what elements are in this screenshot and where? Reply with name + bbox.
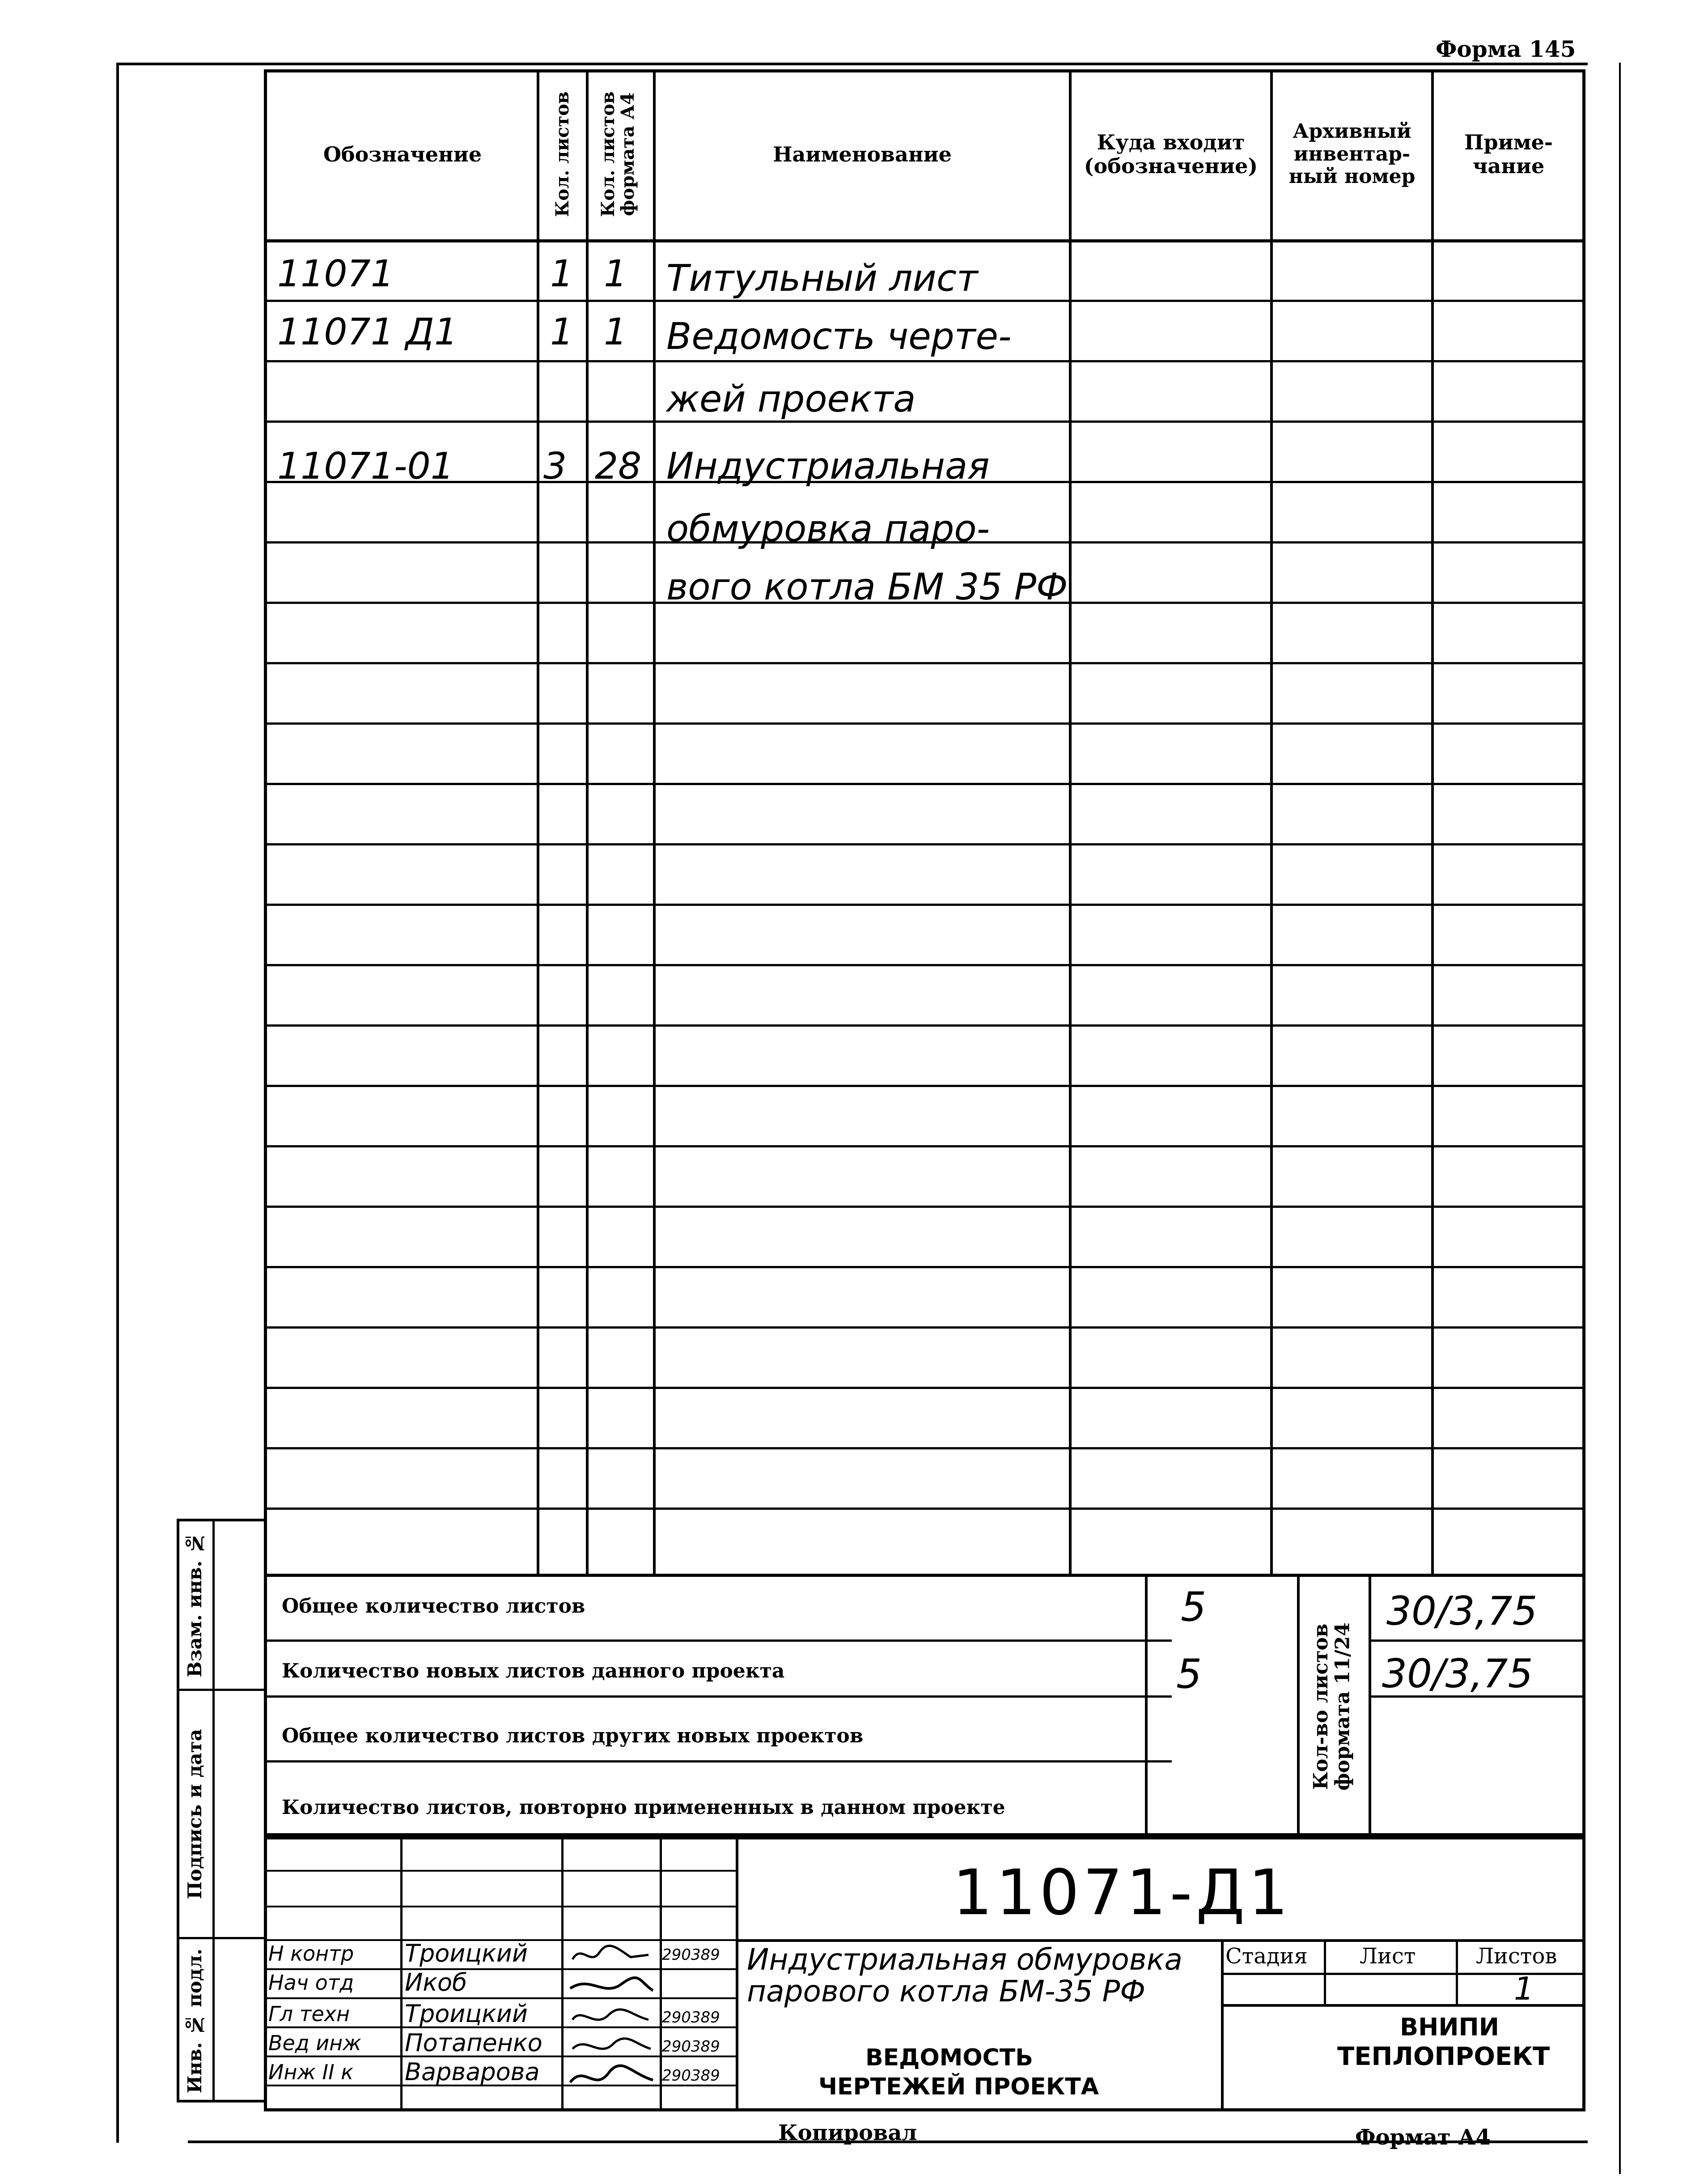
row-line — [264, 360, 1585, 362]
signer-role: Инж II к — [268, 2060, 354, 2084]
summary-reused-label: Количество листов, повторно примененных в данном проекте — [282, 1796, 1005, 1819]
sheets-value: 1 — [1514, 1971, 1534, 2007]
header-bottom-line — [264, 239, 1585, 242]
row-designation: 11071 — [277, 253, 394, 295]
signer-name: Троицкий — [405, 2000, 528, 2028]
summary-format-new: 30/3,75 — [1382, 1651, 1533, 1697]
row-line — [264, 1447, 1585, 1449]
row-line — [264, 1266, 1585, 1268]
row-name: Титульный лист — [666, 257, 978, 300]
row-line — [264, 1387, 1585, 1389]
tb-code-divider — [736, 1939, 1585, 1942]
row-sheets-a4: 1 — [604, 311, 627, 353]
project-title: Индустриальная обмуровка парового котла БМ-35 РФ — [747, 1942, 1182, 2009]
row-line — [264, 1206, 1585, 1208]
row-line — [264, 1085, 1585, 1087]
side-stamp-replace-text: Взам. инв. № — [184, 1532, 206, 1678]
stage-label: Стадия — [1225, 1944, 1308, 1969]
footer-format: Формат А4 — [1355, 2125, 1491, 2150]
signer-role: Гл техн — [268, 2002, 350, 2026]
row-name: Индустриальная — [666, 445, 990, 488]
header-note: Приме-чание — [1464, 130, 1553, 178]
header-sheets-text: Кол. листов — [552, 91, 573, 217]
row-line — [264, 904, 1585, 906]
tb-stage-col — [1456, 1939, 1458, 2006]
tb-row-line — [264, 1906, 737, 1907]
summary-divider — [264, 1639, 1172, 1642]
doc-title-line2: ЧЕРТЕЖЕЙ ПРОЕКТА — [818, 2073, 1099, 2100]
tb-row-line — [264, 1997, 737, 1999]
org-line1: ВНИПИ — [1400, 2013, 1499, 2041]
row-sheets: 1 — [550, 311, 574, 353]
summary-format-divider — [1369, 1639, 1583, 1642]
summary-new-label: Количество новых листов данного проекта — [282, 1660, 785, 1682]
col-line — [537, 69, 539, 1577]
row-line — [264, 1145, 1585, 1147]
row-line — [264, 783, 1585, 785]
header-archive-no: Архивный инвентар-ный номер — [1288, 120, 1416, 188]
header-sheets — [539, 72, 586, 237]
row-line — [264, 1508, 1585, 1510]
row-name: обмуровка паро- — [666, 508, 990, 550]
signer-date: 290389 — [662, 2067, 720, 2085]
signer-name: Потапенко — [405, 2029, 542, 2057]
row-name: Ведомость черте- — [666, 315, 1012, 358]
header-goes-into: Куда входит (обозначение) — [1084, 130, 1258, 178]
summary-format-total: 30/3,75 — [1386, 1588, 1538, 1634]
col-line — [653, 69, 656, 1577]
summary-new-value: 5 — [1176, 1651, 1202, 1698]
row-line — [264, 843, 1585, 845]
row-sheets: 3 — [543, 445, 567, 488]
row-name: вого котла БМ 35 РФ — [666, 566, 1068, 608]
row-line — [264, 662, 1585, 664]
summary-col-format — [1297, 1577, 1300, 1836]
frame-left — [116, 63, 119, 2143]
row-sheets: 1 — [550, 253, 574, 295]
header-sheets-a4-text: Кол. листов формата А4 — [598, 91, 638, 217]
signer-name: Варварова — [405, 2058, 540, 2086]
doc-code: 11071-Д1 — [953, 1856, 1292, 1929]
summary-divider — [264, 1760, 1172, 1763]
summary-total-label: Общее количество листов — [282, 1595, 585, 1618]
row-line — [264, 1326, 1585, 1329]
tb-col — [736, 1836, 738, 2111]
tb-row-line — [264, 1968, 737, 1970]
frame-top — [116, 63, 1588, 65]
row-sheets-a4: 28 — [595, 445, 642, 488]
side-stamp-inner — [212, 1519, 215, 2102]
footer-copied: Копировал — [778, 2120, 917, 2145]
frame-right — [1619, 63, 1621, 2174]
tb-row-line — [264, 1870, 737, 1872]
header-name: Наименование — [773, 142, 952, 166]
col-line — [1431, 69, 1434, 1577]
row-line — [264, 964, 1585, 966]
summary-other-label: Общее количество листов других новых проектов — [282, 1724, 864, 1747]
summary-col-value — [1145, 1577, 1148, 1836]
row-line — [264, 420, 1585, 423]
summary-total-value: 5 — [1181, 1584, 1207, 1631]
summary-divider — [264, 1695, 1172, 1698]
row-line — [264, 722, 1585, 725]
doc-title-line1: ВЕДОМОСТЬ — [865, 2044, 1033, 2071]
signer-role: Н контр — [268, 1941, 354, 1966]
signer-date: 290389 — [662, 2009, 720, 2026]
signer-name: Икоб — [405, 1968, 467, 1996]
summary-format-label — [1301, 1581, 1369, 1832]
side-stamp-original — [178, 1939, 212, 2102]
row-name: жей проекта — [666, 378, 916, 420]
signer-name: Троицкий — [405, 1939, 528, 1967]
summary-col-format2 — [1369, 1577, 1371, 1836]
signer-date: 290389 — [662, 2038, 720, 2056]
header-sheets-a4 — [589, 72, 653, 237]
row-designation: 11071-01 — [277, 445, 454, 488]
summary-format-label-text: Кол-во листов формата 11/24 — [1310, 1622, 1354, 1791]
sheets-label: Листов — [1476, 1944, 1557, 1969]
row-line — [264, 300, 1585, 302]
org-line2: ТЕПЛОПРОЕКТ — [1337, 2042, 1550, 2071]
tb-right-col — [1221, 1939, 1224, 2111]
signer-role: Вед инж — [268, 2031, 361, 2055]
side-stamp-signature-text: Подпись и дата — [184, 1729, 206, 1899]
side-stamp-replace — [178, 1521, 212, 1689]
side-stamp-original-text: Инв. № подл. — [184, 1948, 206, 2094]
signature-scribbles — [564, 1939, 660, 2111]
tb-stage-col — [1324, 1939, 1326, 2006]
col-line — [1270, 69, 1273, 1577]
row-line — [264, 1024, 1585, 1027]
signer-date: 290389 — [662, 1946, 720, 1964]
col-line — [1069, 69, 1072, 1577]
row-designation: 11071 Д1 — [277, 311, 458, 353]
tb-col — [400, 1836, 403, 2111]
form-label: Форма 145 — [1436, 36, 1576, 62]
side-stamp-signature — [178, 1691, 212, 1937]
col-line — [586, 69, 589, 1577]
signer-role: Нач отд — [268, 1971, 354, 1995]
header-designation: Обозначение — [323, 142, 482, 166]
sheet-label: Лист — [1360, 1944, 1416, 1969]
row-sheets-a4: 1 — [604, 253, 627, 295]
